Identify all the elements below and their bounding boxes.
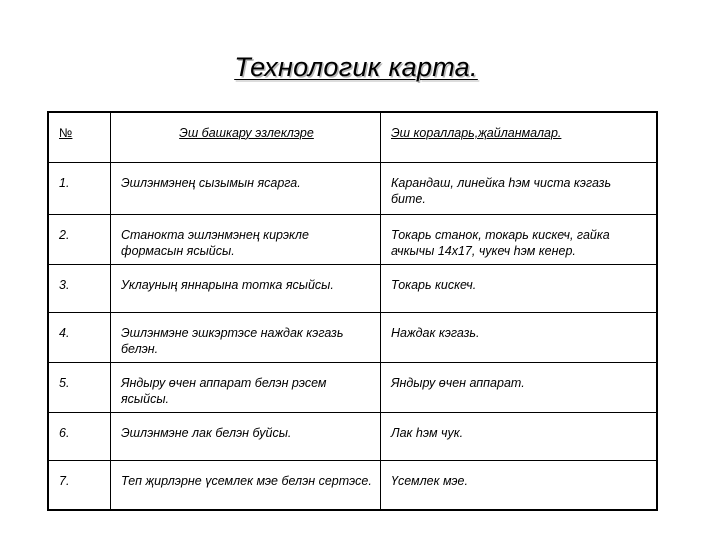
row-operation: Теп җирлэрне үсемлек мэе белэн сертэсе. (111, 461, 381, 511)
table-row (49, 265, 657, 313)
row-tools: Үсемлек мэе. (381, 461, 657, 511)
table-header-row (49, 113, 657, 163)
row-number: 7. (49, 461, 111, 511)
row-operation: Эшлэнмэнең сызымын ясарга. (111, 163, 381, 215)
header-number: № (49, 113, 111, 163)
table-row (49, 215, 657, 265)
row-tools: Токарь станок, токарь кискеч, гайка ачкычы 14x17, чукеч hэм кенер. (381, 215, 657, 265)
row-number: 6. (49, 413, 111, 461)
row-tools: Карандаш, линейка hэм чиста кэгазь бите. (381, 163, 657, 215)
table-row (49, 413, 657, 461)
row-operation: Уклауның яннарына тотка ясыйсы. (111, 265, 381, 313)
row-tools: Токарь кискеч. (381, 265, 657, 313)
technology-card-table (48, 112, 657, 511)
row-tools: Яндыру өчен аппарат. (381, 363, 657, 413)
table-row (49, 313, 657, 363)
table-row (49, 461, 657, 511)
row-number: 2. (49, 215, 111, 265)
row-operation: Эшлэнмэне лак белэн буйсы. (111, 413, 381, 461)
header-tools: Эш коралларь,җайланмалар. (381, 113, 657, 163)
header-operation: Эш башкару эзлеклэре (111, 113, 381, 163)
table-row (49, 163, 657, 215)
row-number: 4. (49, 313, 111, 363)
row-number: 5. (49, 363, 111, 413)
row-number: 3. (49, 265, 111, 313)
row-tools: Наждак кэгазь. (381, 313, 657, 363)
row-operation: Станокта эшлэнмэнең кирэкле формасын ясыйсы. (111, 215, 381, 265)
table-row (49, 363, 657, 413)
page-title: Технологик карта. (234, 52, 478, 82)
row-operation: Эшлэнмэне эшкэртэсе наждак кэгазь белэн. (111, 313, 381, 363)
row-number: 1. (49, 163, 111, 215)
row-operation: Яндыру өчен аппарат белэн рэсем ясыйсы. (111, 363, 381, 413)
row-tools: Лак hэм чук. (381, 413, 657, 461)
